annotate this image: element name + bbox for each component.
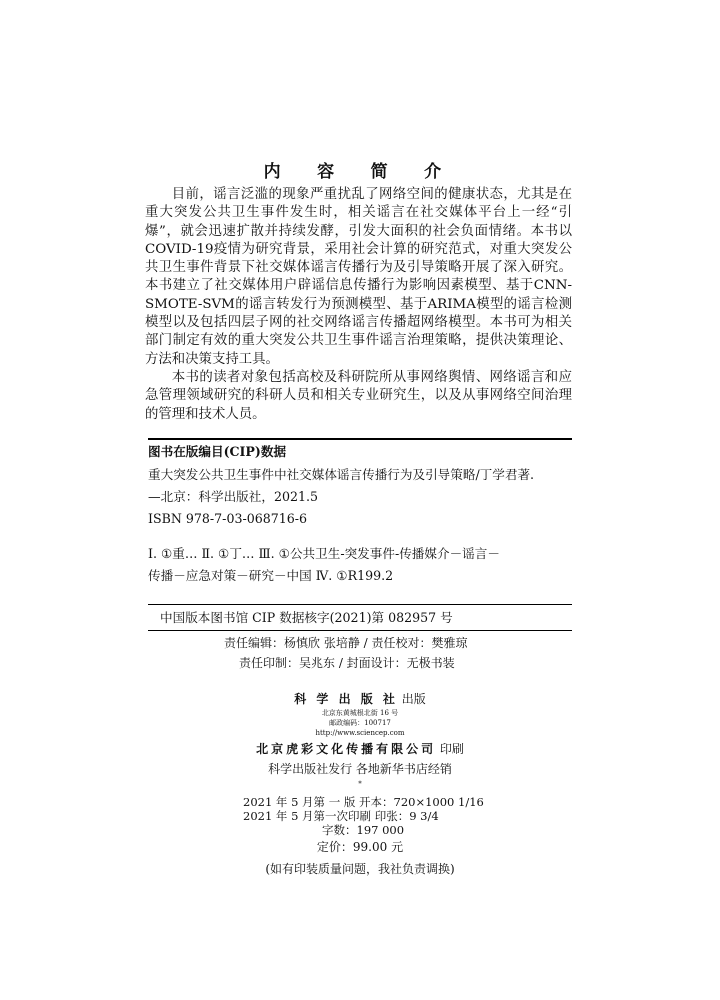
credits-line-1: 责任编辑：杨慎欣 张培静 / 责任校对：樊雅琼 bbox=[224, 636, 468, 650]
publisher-name-suffix: 出版 bbox=[401, 692, 426, 706]
printer-suffix: 印刷 bbox=[439, 742, 464, 756]
cip-isbn: ISBN 978-7-03-068716-6 bbox=[148, 511, 308, 526]
credits-line-2: 责任印制：吴兆东 / 封面设计：无极书装 bbox=[239, 656, 455, 670]
edition-line: 2021 年 5 月第 一 版 开本：720×1000 1/16 bbox=[243, 795, 484, 809]
cip-title-line: 重大突发公共卫生事件中社交媒体谣言传播行为及引导策略/丁学君著. bbox=[148, 467, 535, 482]
cip-publisher-line: —北京：科学出版社，2021.5 bbox=[148, 489, 319, 504]
cip-check-number: 中国版本图书馆 CIP 数据核字(2021)第 082957 号 bbox=[160, 610, 453, 625]
price: 定价：99.00 元 bbox=[316, 840, 404, 854]
intro-section bbox=[145, 186, 572, 424]
intro-paragraph-2: 本书的读者对象包括高校及科研院所从事网络舆情、网络谣言和应急管理领域研究的科研人员和相关专业研究生，以及从事网络空间治理的管理和技术人员。 bbox=[145, 369, 572, 422]
word-count: 字数：197 000 bbox=[322, 823, 405, 837]
cip-bottom-divider bbox=[148, 630, 572, 631]
printer-name: 北京虎彩文化传播有限公司 bbox=[256, 742, 437, 756]
cip-header: 图书在版编目(CIP)数据 bbox=[148, 444, 287, 459]
edition-info bbox=[243, 795, 484, 837]
cip-block bbox=[148, 438, 572, 585]
publisher-block bbox=[0, 690, 720, 790]
cip-divider bbox=[148, 604, 572, 605]
quality-note: (如有印装质量问题，我社负责调换) bbox=[265, 862, 455, 876]
publisher-address: 北京东黄城根北街 16 号 bbox=[321, 709, 399, 717]
separator-star: * bbox=[358, 780, 362, 788]
publisher-url: http://www.sciencep.com bbox=[315, 729, 405, 737]
publisher-postcode: 邮政编码：100717 bbox=[329, 719, 391, 727]
distribution-line: 科学出版社发行 各地新华书店经销 bbox=[268, 762, 452, 776]
cip-classification-1: Ⅰ. ①重… Ⅱ. ①丁… Ⅲ. ①公共卫生-突发事件-传播媒介－谣言－ bbox=[148, 546, 500, 561]
page-title: 内 容 简 介 bbox=[263, 162, 457, 182]
cip-classification-2: 传播－应急对策－研究－中国 Ⅳ. ①R199.2 bbox=[148, 568, 394, 583]
printing-line: 2021 年 5 月第一次印刷 印张：9 3/4 bbox=[243, 809, 439, 823]
publisher-name: 科 学 出 版 社 bbox=[294, 692, 398, 706]
intro-paragraph-1: 目前，谣言泛滥的现象严重扰乱了网络空间的健康状态，尤其是在重大突发公共卫生事件发生时，相关谣言在社交媒体平台上一经“引爆”，就会迅速扩散并持续发酵，引发大面积的社会负面情绪。本书以COVID-19疫情为研究背景，采用社会计算的研究范式，对重大突发公共卫生事件背景下社交媒体谣言传播行为及引导策略开展了深入研究。本书建立了社交媒体用户辟谣信息传播行为影响因素模型、基于CNN-SMOTE-SVM的谣言转发行为预测模型、基于ARIMA模型的谣言检测模型以及包括四层子网的社交网络谣言传播超网络模型。本书可为相关部门制定有效的重大突发公共卫生事件谣言治理策略，提供决策理论、方法和决策支持工具。 bbox=[145, 187, 572, 367]
